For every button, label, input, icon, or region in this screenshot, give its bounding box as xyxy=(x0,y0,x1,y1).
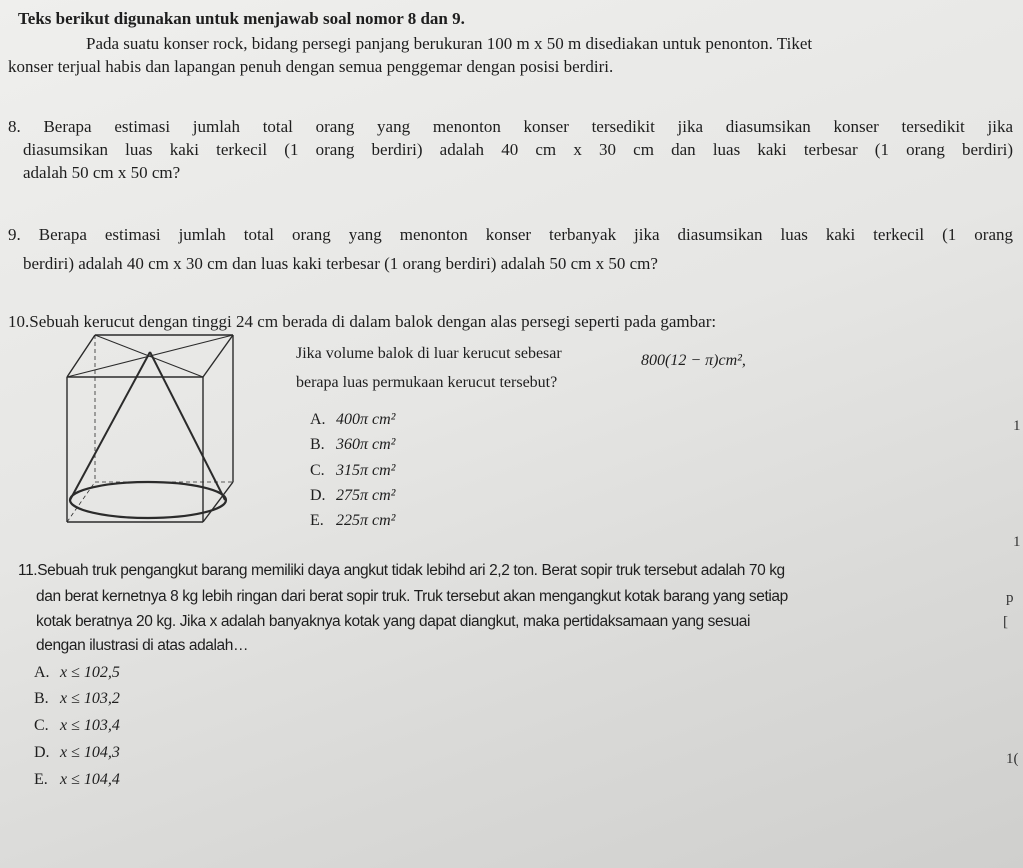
cone-right-slant xyxy=(150,352,225,500)
q11-option-d xyxy=(34,744,120,762)
edge-fragment: 1( xyxy=(1006,751,1019,767)
option-value: x ≤ 104,3 xyxy=(60,744,120,761)
q11-option-b xyxy=(34,690,120,708)
q11-line-1: 11.Sebuah truk pengangkut barang memiliki daya angkut tidak lebihd ari 2,2 ton. Berat sopir truk tersebut adalah 70 kg xyxy=(18,562,785,579)
passage-line-2: konser terjual habis dan lapangan penuh dengan semua penggemar dengan posisi berdiri. xyxy=(8,57,614,76)
option-value: 315π cm² xyxy=(336,462,396,479)
option-letter: E. xyxy=(34,771,48,788)
option-value: x ≤ 102,5 xyxy=(60,664,120,681)
option-value: x ≤ 104,4 xyxy=(60,771,120,788)
q8-line-3: adalah 50 cm x 50 cm? xyxy=(23,163,181,182)
q10-option-e xyxy=(310,512,395,530)
q11-option-a xyxy=(34,664,120,682)
edge-fragment: 1 xyxy=(1013,534,1021,550)
q10-text-1: Jika volume balok di luar kerucut sebesar xyxy=(296,345,562,362)
q11-option-c xyxy=(34,717,120,735)
option-letter: E. xyxy=(310,512,324,529)
q11-line-3: kotak beratnya 20 kg. Jika x adalah banyaknya kotak yang dapat diangkut, maka pertidaksamaan yang sesuai xyxy=(36,613,751,630)
option-letter: D. xyxy=(34,744,50,761)
q10-formula: 800(12 − π)cm², xyxy=(641,352,746,369)
option-value: 400π cm² xyxy=(336,411,396,428)
q11-option-e xyxy=(34,771,120,789)
passage-line-1: Pada suatu konser rock, bidang persegi panjang berukuran 100 m x 50 m disediakan untuk penonton. Tiket xyxy=(86,34,813,53)
q10-option-a xyxy=(310,411,395,429)
q8-line-1: 8. Berapa estimasi jumlah total orang yang menonton konser tersedikit jika diasumsikan konser tersedikit jika xyxy=(8,117,1013,136)
option-letter: B. xyxy=(34,690,49,707)
option-letter: C. xyxy=(310,462,325,479)
q8-line-2: diasumsikan luas kaki terkecil (1 orang berdiri) adalah 40 cm x 30 cm dan luas kaki terbesar (1 orang berdiri) xyxy=(23,140,1013,159)
q10-stem: 10.Sebuah kerucut dengan tinggi 24 cm berada di dalam balok dengan alas persegi seperti pada gambar: xyxy=(8,312,717,331)
option-letter: A. xyxy=(310,411,326,428)
section-header: Teks berikut digunakan untuk menjawab soal nomor 8 dan 9. xyxy=(18,9,465,28)
edge-fragment: p xyxy=(1006,590,1014,606)
q10-option-c xyxy=(310,462,395,480)
edge-fragment: [ xyxy=(1003,614,1008,630)
option-letter: A. xyxy=(34,664,50,681)
q11-line-4: dengan ilustrasi di atas adalah… xyxy=(36,637,249,654)
option-letter: C. xyxy=(34,717,49,734)
edge-fragment: 1 xyxy=(1013,418,1021,434)
cone-left-slant xyxy=(70,352,150,500)
cuboid-cone-figure xyxy=(55,332,295,527)
q11-line-2: dan berat kernetnya 8 kg lebih ringan dari berat sopir truk. Truk tersebut akan mengangkut kotak barang yang setiap xyxy=(36,588,788,605)
option-value: 225π cm² xyxy=(336,512,396,529)
option-value: x ≤ 103,4 xyxy=(60,717,120,734)
option-letter: B. xyxy=(310,436,325,453)
option-value: 360π cm² xyxy=(336,436,396,453)
option-letter: D. xyxy=(310,487,326,504)
q10-option-b xyxy=(310,436,395,454)
q10-option-d xyxy=(310,487,395,505)
q9-line-2: berdiri) adalah 40 cm x 30 cm dan luas kaki terbesar (1 orang berdiri) adalah 50 cm x 50 cm? xyxy=(23,254,658,273)
q10-text-2: berapa luas permukaan kerucut tersebut? xyxy=(296,374,558,391)
q9-line-1: 9. Berapa estimasi jumlah total orang yang menonton konser terbanyak jika diasumsikan luas kaki terkecil (1 orang xyxy=(8,225,1013,244)
option-value: 275π cm² xyxy=(336,487,396,504)
option-value: x ≤ 103,2 xyxy=(60,690,120,707)
